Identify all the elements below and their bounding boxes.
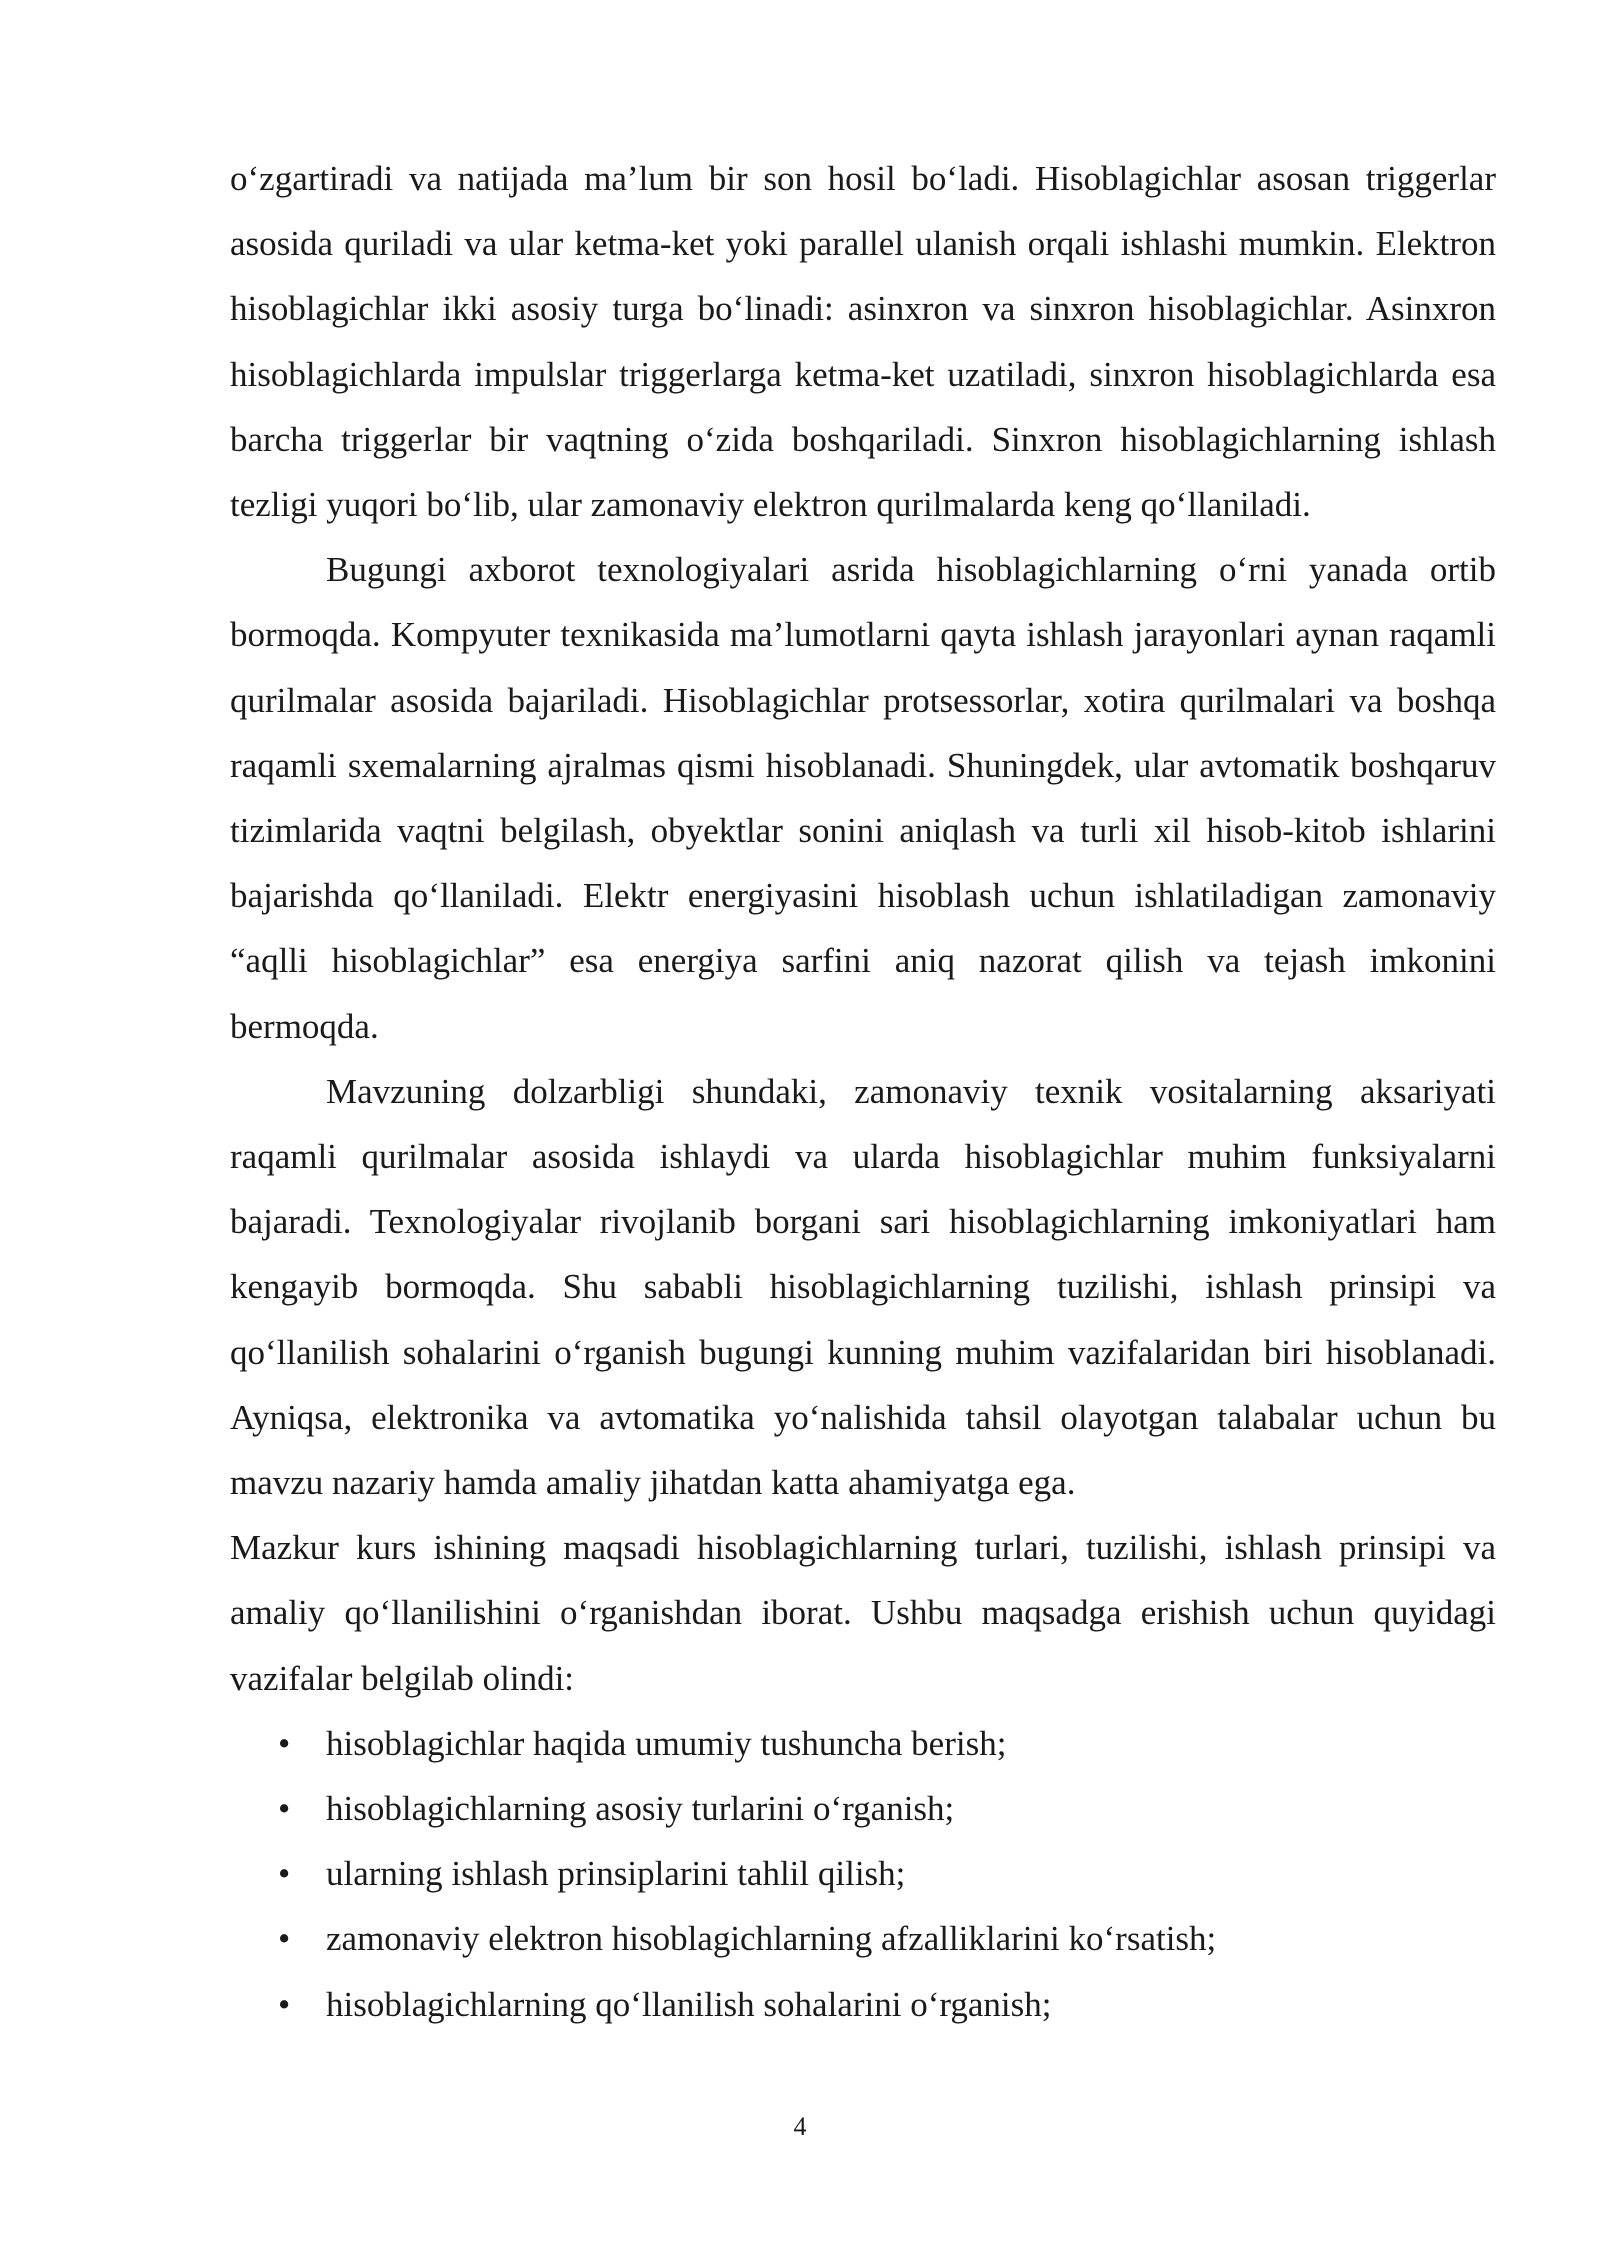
bullet-icon: • [278, 1789, 291, 1829]
page-number: 4 [793, 2112, 807, 2141]
bullet-icon: • [278, 1919, 291, 1959]
list-item-text: hisoblagichlarning asosiy turlarini o‘rganish; [326, 1789, 955, 1829]
paragraph: Bugungi axborot texnologiyalari asrida hisoblagichlarning o‘rni yanada ortib bormoqda. Kompyuter texnikasida ma’lumotlarni qayta ishlash jarayonlari aynan raqamli qurilmalar asosida bajariladi. Hisoblagichlar protsessorlar, xotira qurilmalari va boshqa raqamli sxemalarning ajralmas qismi hisoblanadi. Shuningdek, ular avtomatik boshqaruv tizimlarida vaqtni belgilash, obyektlar sonini aniqlash va turli xil hisob-kitob ishlarini bajarishda qo‘llaniladi. Elektr energiyasini hisoblash uchun ishlatiladigan zamonaviy “aqlli hisoblagichlar” esa energiya sarfini aniq nazorat qilish va tejash imkonini bermoqda. [230, 550, 1496, 1046]
list-item [230, 1711, 1496, 1776]
list-item [230, 1906, 1496, 1971]
task-list [230, 1711, 1496, 2037]
bullet-icon: • [278, 1854, 291, 1894]
paragraph: Mavzuning dolzarbligi shundaki, zamonaviy texnik vositalarning aksariyati raqamli qurilmalar asosida ishlaydi va ularda hisoblagichlar muhim funksiyalarni bajaradi. Texnologiyalar rivojlanib borgani sari hisoblagichlarning imkoniyatlari ham kengayib bormoqda. Shu sababli hisoblagichlarning tuzilishi, ishlash prinsipi va qo‘llanilish sohalarini o‘rganish bugungi kunning muhim vazifalaridan biri hisoblanadi. Ayniqsa, elektronika va avtomatika yo‘nalishida tahsil olayotgan talabalar uchun bu mavzu nazariy hamda amaliy jihatdan katta ahamiyatga ega. [230, 1071, 1496, 1503]
list-item-text: ularning ishlash prinsiplarini tahlil qilish; [326, 1854, 906, 1894]
bullet-icon: • [278, 1984, 291, 2024]
list-item-text: hisoblagichlarning qo‘llanilish sohalarini o‘rganish; [326, 1984, 1052, 2024]
list-item [230, 1841, 1496, 1906]
bullet-icon: • [278, 1723, 291, 1763]
list-item [230, 1776, 1496, 1841]
body-text [230, 146, 1496, 2037]
paragraph: Mazkur kurs ishining maqsadi hisoblagichlarning turlari, tuzilishi, ishlash prinsipi va amaliy qo‘llanilishini o‘rganishdan iborat. Ushbu maqsadga erishish uchun quyidagi vazifalar belgilab olindi: [230, 1528, 1496, 1698]
list-item [230, 1972, 1496, 2037]
list-item-text: hisoblagichlar haqida umumiy tushuncha berish; [326, 1723, 1007, 1763]
paragraph: o‘zgartiradi va natijada ma’lum bir son hosil bo‘ladi. Hisoblagichlar asosan triggerlar asosida quriladi va ular ketma-ket yoki parallel ulanish orqali ishlashi mumkin. Elektron hisoblagichlar ikki asosiy turga bo‘linadi: asinxron va sinxron hisoblagichlar. Asinxron hisoblagichlarda impulslar triggerlarga ketma-ket uzatiladi, sinxron hisoblagichlarda esa barcha triggerlar bir vaqtning o‘zida boshqariladi. Sinxron hisoblagichlarning ishlash tezligi yuqori bo‘lib, ular zamonaviy elektron qurilmalarda keng qo‘llaniladi. [230, 159, 1496, 525]
list-item-text: zamonaviy elektron hisoblagichlarning afzalliklarini ko‘rsatish; [326, 1919, 1217, 1959]
